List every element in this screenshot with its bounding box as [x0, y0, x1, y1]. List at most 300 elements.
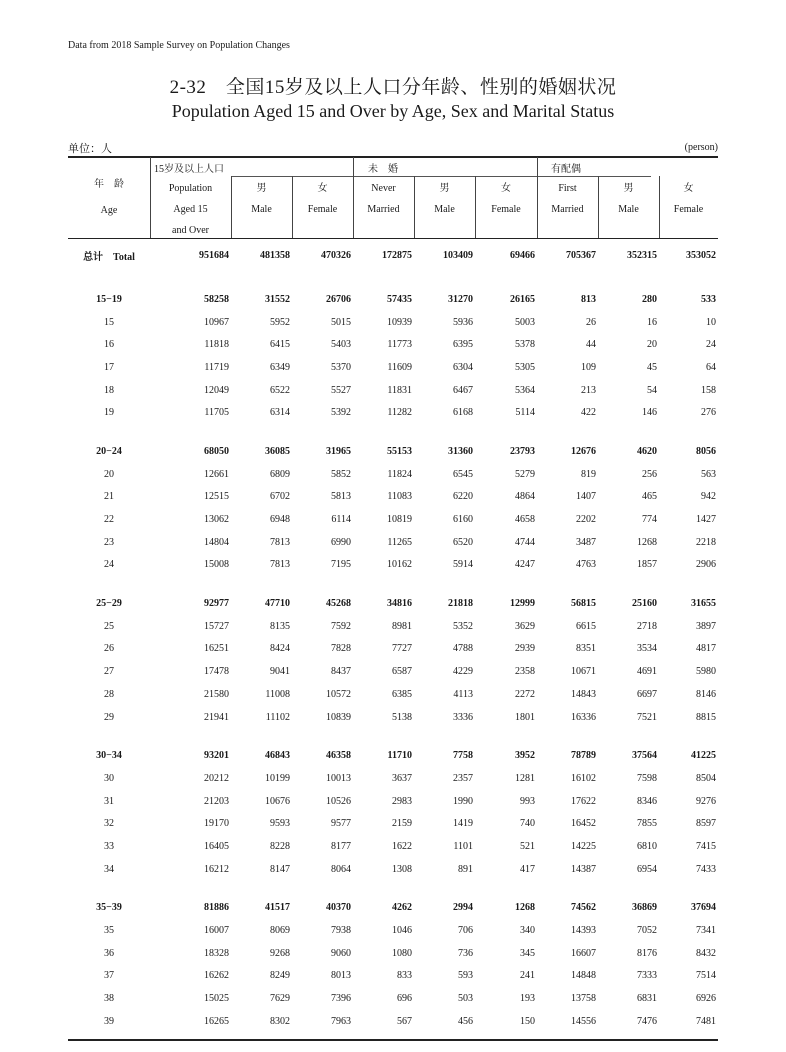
value-cell: 146	[642, 407, 657, 419]
value-cell: 10572	[326, 688, 351, 700]
value-cell: 31655	[691, 598, 716, 610]
table-row	[68, 333, 718, 356]
value-cell: 1268	[515, 902, 535, 914]
value-cell: 4658	[515, 514, 535, 526]
value-cell: 567	[397, 1015, 412, 1027]
value-cell: 31552	[265, 293, 290, 305]
value-cell: 10	[706, 316, 716, 328]
value-cell: 78789	[571, 750, 596, 762]
value-cell: 2939	[515, 643, 535, 655]
value-cell: 8815	[696, 711, 716, 723]
value-cell: 34816	[387, 598, 412, 610]
value-cell: 2202	[576, 514, 596, 526]
value-cell: 7813	[270, 559, 290, 571]
value-cell: 15025	[204, 993, 229, 1005]
value-cell: 7598	[637, 772, 657, 784]
value-cell: 6926	[696, 993, 716, 1005]
value-cell: 6954	[637, 863, 657, 875]
table-row	[68, 660, 718, 683]
age-cell: 33	[104, 840, 114, 852]
value-cell: 3637	[392, 772, 412, 784]
value-cell: 6810	[637, 840, 657, 852]
value-cell: 256	[642, 468, 657, 480]
header-female-zh: 女	[683, 183, 694, 194]
age-group-row	[68, 288, 718, 311]
total-row	[68, 238, 718, 272]
age-cell: 30	[104, 772, 114, 784]
value-cell: 8351	[576, 643, 596, 655]
value-cell: 8069	[270, 925, 290, 937]
age-cell: 37	[104, 970, 114, 982]
value-cell: 21203	[204, 795, 229, 807]
age-cell: 16	[104, 339, 114, 351]
value-cell: 12999	[510, 598, 535, 610]
value-cell: 481358	[260, 249, 290, 261]
value-cell: 8135	[270, 620, 290, 632]
table-row	[68, 835, 718, 858]
value-cell: 31965	[326, 445, 351, 457]
value-cell: 6587	[392, 666, 412, 678]
value-cell: 8056	[696, 445, 716, 457]
value-cell: 11705	[204, 407, 229, 419]
value-cell: 7514	[696, 970, 716, 982]
table-row	[68, 767, 718, 790]
value-cell: 41225	[691, 750, 716, 762]
value-cell: 465	[642, 491, 657, 503]
value-cell: 8013	[331, 970, 351, 982]
value-cell: 8346	[637, 795, 657, 807]
value-cell: 21580	[204, 688, 229, 700]
value-cell: 213	[581, 384, 596, 396]
value-cell: 45	[647, 361, 657, 373]
value-cell: 26	[586, 316, 596, 328]
value-cell: 13758	[571, 993, 596, 1005]
value-cell: 2994	[453, 902, 473, 914]
value-cell: 5114	[515, 407, 535, 419]
value-cell: 47710	[265, 598, 290, 610]
value-cell: 16251	[204, 643, 229, 655]
value-cell: 92977	[204, 598, 229, 610]
value-cell: 10967	[204, 316, 229, 328]
value-cell: 2983	[392, 795, 412, 807]
value-cell: 1801	[515, 711, 535, 723]
header-never-married-line-1: Never	[371, 183, 396, 194]
value-cell: 5403	[331, 339, 351, 351]
unit-label-english: (person)	[684, 142, 718, 153]
value-cell: 14848	[571, 970, 596, 982]
value-cell: 8228	[270, 840, 290, 852]
value-cell: 16007	[204, 925, 229, 937]
value-cell: 2718	[637, 620, 657, 632]
value-cell: 23793	[510, 445, 535, 457]
header-male-zh: 男	[623, 183, 634, 194]
age-cell: 39	[104, 1015, 114, 1027]
value-cell: 24	[706, 339, 716, 351]
age-cell: 18	[104, 384, 114, 396]
value-cell: 417	[520, 863, 535, 875]
value-cell: 11265	[387, 536, 412, 548]
value-cell: 6395	[453, 339, 473, 351]
value-cell: 7592	[331, 620, 351, 632]
value-cell: 470326	[321, 249, 351, 261]
value-cell: 10013	[326, 772, 351, 784]
value-cell: 6990	[331, 536, 351, 548]
table-row	[68, 463, 718, 486]
age-cell: 总计 Total	[83, 251, 135, 263]
value-cell: 774	[642, 514, 657, 526]
value-cell: 2357	[453, 772, 473, 784]
title-chinese: 2-32 全国15岁及以上人口分年龄、性别的婚姻状况	[169, 77, 617, 98]
header-population-line-3: and Over	[172, 225, 209, 236]
value-cell: 46843	[265, 750, 290, 762]
value-cell: 8302	[270, 1015, 290, 1027]
value-cell: 813	[581, 293, 596, 305]
age-cell: 20−24	[96, 445, 122, 457]
value-cell: 942	[701, 491, 716, 503]
age-cell: 22	[104, 514, 114, 526]
value-cell: 150	[520, 1015, 535, 1027]
value-cell: 11282	[387, 407, 412, 419]
header-population-line-2: Aged 15	[173, 204, 208, 215]
value-cell: 58258	[204, 293, 229, 305]
value-cell: 25160	[632, 598, 657, 610]
value-cell: 81886	[204, 902, 229, 914]
value-cell: 109	[581, 361, 596, 373]
value-cell: 422	[581, 407, 596, 419]
spacer-row	[68, 424, 718, 440]
table-row	[68, 987, 718, 1010]
value-cell: 21818	[448, 598, 473, 610]
value-cell: 7333	[637, 970, 657, 982]
value-cell: 4229	[453, 666, 473, 678]
value-cell: 26165	[510, 293, 535, 305]
value-cell: 4864	[515, 491, 535, 503]
age-cell: 29	[104, 711, 114, 723]
value-cell: 2358	[515, 666, 535, 678]
header-female-en: Female	[673, 204, 704, 215]
table-body	[68, 238, 718, 1033]
header-note: Data from 2018 Sample Survey on Population Changes	[68, 40, 290, 51]
value-cell: 3629	[515, 620, 535, 632]
header-female-en: Female	[307, 204, 338, 215]
value-cell: 6545	[453, 468, 473, 480]
value-cell: 11710	[387, 750, 412, 762]
value-cell: 7341	[696, 925, 716, 937]
group-header-married: 有配偶	[551, 164, 581, 175]
value-cell: 819	[581, 468, 596, 480]
value-cell: 16336	[571, 711, 596, 723]
value-cell: 1990	[453, 795, 473, 807]
value-cell: 16265	[204, 1015, 229, 1027]
value-cell: 1101	[453, 840, 473, 852]
value-cell: 7963	[331, 1015, 351, 1027]
value-cell: 7415	[696, 840, 716, 852]
value-cell: 740	[520, 818, 535, 830]
value-cell: 74562	[571, 902, 596, 914]
value-cell: 8424	[270, 643, 290, 655]
value-cell: 6697	[637, 688, 657, 700]
header-female-en: Female	[491, 204, 521, 215]
table-row	[68, 508, 718, 531]
value-cell: 158	[701, 384, 716, 396]
value-cell: 56815	[571, 598, 596, 610]
value-cell: 21941	[204, 711, 229, 723]
value-cell: 2218	[696, 536, 716, 548]
value-cell: 345	[520, 947, 535, 959]
value-cell: 5138	[392, 711, 412, 723]
table-row	[68, 790, 718, 813]
value-cell: 5392	[331, 407, 351, 419]
age-cell: 27	[104, 666, 114, 678]
value-cell: 5015	[331, 316, 351, 328]
table-row	[68, 1010, 718, 1033]
value-cell: 1622	[392, 840, 412, 852]
table-row	[68, 858, 718, 881]
spacer-row	[68, 728, 718, 744]
value-cell: 5852	[331, 468, 351, 480]
value-cell: 7195	[331, 559, 351, 571]
value-cell: 7828	[331, 643, 351, 655]
group-divider-rule	[231, 176, 651, 177]
spacer-cell	[68, 728, 718, 744]
value-cell: 993	[520, 795, 535, 807]
value-cell: 891	[458, 863, 473, 875]
value-cell: 280	[642, 293, 657, 305]
value-cell: 8504	[696, 772, 716, 784]
value-cell: 37694	[691, 902, 716, 914]
value-cell: 36085	[265, 445, 290, 457]
value-cell: 16607	[571, 947, 596, 959]
age-cell: 25−29	[96, 598, 122, 610]
title-english: Population Aged 15 and Over by Age, Sex and Marital Status	[171, 101, 615, 121]
value-cell: 1308	[392, 863, 412, 875]
value-cell: 1268	[637, 536, 657, 548]
value-cell: 7433	[696, 863, 716, 875]
header-female-zh: 女	[317, 183, 328, 194]
header-male-zh: 男	[439, 183, 450, 194]
spacer-row	[68, 576, 718, 592]
value-cell: 7476	[637, 1015, 657, 1027]
spacer-row	[68, 272, 718, 288]
table-row	[68, 379, 718, 402]
value-cell: 4113	[453, 688, 473, 700]
value-cell: 36869	[632, 902, 657, 914]
age-cell: 31	[104, 795, 114, 807]
value-cell: 18328	[204, 947, 229, 959]
value-cell: 7396	[331, 993, 351, 1005]
value-cell: 46358	[326, 750, 351, 762]
value-cell: 5364	[515, 384, 535, 396]
header-first-married-line-1: First	[558, 183, 577, 194]
value-cell: 6220	[453, 491, 473, 503]
age-cell: 34	[104, 863, 114, 875]
value-cell: 521	[520, 840, 535, 852]
value-cell: 20212	[204, 772, 229, 784]
age-cell: 15	[104, 316, 114, 328]
value-cell: 20	[647, 339, 657, 351]
spacer-cell	[68, 881, 718, 897]
age-cell: 30−34	[96, 750, 122, 762]
value-cell: 12049	[204, 384, 229, 396]
value-cell: 533	[701, 293, 716, 305]
value-cell: 37564	[632, 750, 657, 762]
value-cell: 353052	[686, 249, 716, 261]
value-cell: 31360	[448, 445, 473, 457]
value-cell: 6948	[270, 514, 290, 526]
value-cell: 5003	[515, 316, 535, 328]
unit-label-chinese: 单位：人	[68, 143, 112, 155]
value-cell: 8177	[331, 840, 351, 852]
value-cell: 340	[520, 925, 535, 937]
value-cell: 1419	[453, 818, 473, 830]
marital-status-table	[68, 238, 718, 1033]
value-cell: 16452	[571, 818, 596, 830]
value-cell: 41517	[265, 902, 290, 914]
value-cell: 16102	[571, 772, 596, 784]
value-cell: 503	[458, 993, 473, 1005]
value-cell: 6415	[270, 339, 290, 351]
age-cell: 21	[104, 491, 114, 503]
value-cell: 15727	[204, 620, 229, 632]
value-cell: 17478	[204, 666, 229, 678]
value-cell: 26706	[326, 293, 351, 305]
value-cell: 9577	[331, 818, 351, 830]
value-cell: 8176	[637, 947, 657, 959]
value-cell: 8064	[331, 863, 351, 875]
table-row	[68, 638, 718, 661]
age-group-row	[68, 744, 718, 767]
value-cell: 16	[647, 316, 657, 328]
value-cell: 5952	[270, 316, 290, 328]
header-population-line-1: Population	[168, 183, 213, 194]
spacer-cell	[68, 424, 718, 440]
value-cell: 3897	[696, 620, 716, 632]
header-male-en: Male	[618, 204, 639, 215]
value-cell: 9041	[270, 666, 290, 678]
value-cell: 11083	[387, 491, 412, 503]
value-cell: 11102	[265, 711, 290, 723]
table-top-rule	[68, 156, 718, 158]
value-cell: 6160	[453, 514, 473, 526]
value-cell: 1857	[637, 559, 657, 571]
value-cell: 14843	[571, 688, 596, 700]
value-cell: 10819	[387, 514, 412, 526]
table-row	[68, 706, 718, 729]
age-cell: 20	[104, 468, 114, 480]
value-cell: 4744	[515, 536, 535, 548]
header-male-en: Male	[434, 204, 455, 215]
value-cell: 6114	[331, 514, 351, 526]
value-cell: 2272	[515, 688, 535, 700]
age-cell: 36	[104, 947, 114, 959]
value-cell: 193	[520, 993, 535, 1005]
table-row	[68, 311, 718, 334]
value-cell: 12515	[204, 491, 229, 503]
value-cell: 6615	[576, 620, 596, 632]
value-cell: 5527	[331, 384, 351, 396]
table-row	[68, 812, 718, 835]
value-cell: 1080	[392, 947, 412, 959]
value-cell: 5378	[515, 339, 535, 351]
value-cell: 6467	[453, 384, 473, 396]
value-cell: 8981	[392, 620, 412, 632]
value-cell: 8437	[331, 666, 351, 678]
table-row	[68, 615, 718, 638]
value-cell: 13062	[204, 514, 229, 526]
value-cell: 6831	[637, 993, 657, 1005]
value-cell: 5305	[515, 361, 535, 373]
value-cell: 6314	[270, 407, 290, 419]
value-cell: 11773	[387, 339, 412, 351]
value-cell: 4691	[637, 666, 657, 678]
value-cell: 14225	[571, 840, 596, 852]
value-cell: 54	[647, 384, 657, 396]
value-cell: 1046	[392, 925, 412, 937]
value-cell: 12661	[204, 468, 229, 480]
value-cell: 8146	[696, 688, 716, 700]
table-row	[68, 486, 718, 509]
value-cell: 14393	[571, 925, 596, 937]
value-cell: 16212	[204, 863, 229, 875]
value-cell: 7727	[392, 643, 412, 655]
value-cell: 696	[397, 993, 412, 1005]
age-cell: 35	[104, 925, 114, 937]
value-cell: 9060	[331, 947, 351, 959]
value-cell: 14387	[571, 863, 596, 875]
value-cell: 4620	[637, 445, 657, 457]
value-cell: 11719	[204, 361, 229, 373]
value-cell: 19170	[204, 818, 229, 830]
value-cell: 15008	[204, 559, 229, 571]
age-cell: 26	[104, 643, 114, 655]
value-cell: 16405	[204, 840, 229, 852]
value-cell: 8249	[270, 970, 290, 982]
age-group-row	[68, 440, 718, 463]
value-cell: 11818	[204, 339, 229, 351]
value-cell: 6168	[453, 407, 473, 419]
table-bottom-rule	[68, 1039, 718, 1041]
value-cell: 5352	[453, 620, 473, 632]
value-cell: 69466	[510, 249, 535, 261]
value-cell: 6702	[270, 491, 290, 503]
value-cell: 10671	[571, 666, 596, 678]
value-cell: 31270	[448, 293, 473, 305]
age-header-zh: 年 龄	[94, 179, 124, 190]
value-cell: 6385	[392, 688, 412, 700]
value-cell: 14804	[204, 536, 229, 548]
table-row	[68, 919, 718, 942]
age-cell: 35−39	[96, 902, 122, 914]
value-cell: 6304	[453, 361, 473, 373]
header-never-married-line-2: Married	[367, 204, 400, 215]
value-cell: 40370	[326, 902, 351, 914]
value-cell: 7938	[331, 925, 351, 937]
value-cell: 593	[458, 970, 473, 982]
table-row	[68, 401, 718, 424]
value-cell: 8432	[696, 947, 716, 959]
value-cell: 1281	[515, 772, 535, 784]
value-cell: 5279	[515, 468, 535, 480]
value-cell: 11609	[387, 361, 412, 373]
value-cell: 55153	[387, 445, 412, 457]
value-cell: 1407	[576, 491, 596, 503]
value-cell: 3534	[637, 643, 657, 655]
value-cell: 4247	[515, 559, 535, 571]
value-cell: 10526	[326, 795, 351, 807]
value-cell: 17622	[571, 795, 596, 807]
table-row	[68, 531, 718, 554]
age-cell: 15−19	[96, 293, 122, 305]
